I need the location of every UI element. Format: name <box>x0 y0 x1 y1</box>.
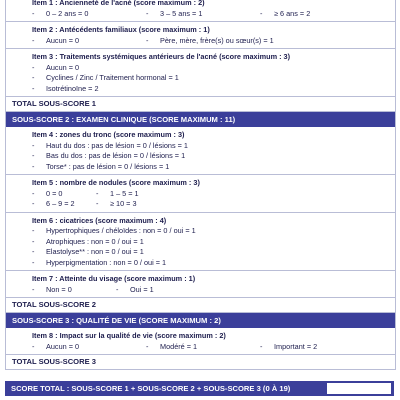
section-header-2: SOUS-SCORE 2 : EXAMEN CLINIQUE (SCORE MAXIMUM : 11) <box>6 112 395 127</box>
item-7-title: Item 7 : Atteinte du visage (score maximum : 1) <box>32 274 196 283</box>
item-2-option: - Aucun = 0 <box>32 36 146 47</box>
item-5 <box>6 175 395 213</box>
item-1-option: - 3 – 5 ans = 1 <box>146 9 260 20</box>
item-3 <box>6 49 395 97</box>
item-1-title: Item 1 : Ancienneté de l'acné (score maximum : 2) <box>32 0 205 7</box>
item-5-option: - 1 – 5 = 1 <box>96 189 210 200</box>
section-header-3: SOUS-SCORE 3 : QUALITÉ DE VIE (SCORE MAXIMUM : 2) <box>6 313 395 328</box>
item-2 <box>6 22 395 49</box>
item-4-option: - Haut du dos : pas de lésion = 0 / lésions = 1 <box>32 141 188 152</box>
item-8-option: - Modéré = 1 <box>146 342 260 353</box>
total-sous-score-3: TOTAL SOUS-SCORE 3 <box>6 355 395 370</box>
item-6 <box>6 213 395 272</box>
item-4-option: - Bas du dos : pas de lésion = 0 / lésions = 1 <box>32 151 185 162</box>
item-5-option: - ≥ 10 = 3 <box>96 199 210 210</box>
item-1-option: - 0 – 2 ans = 0 <box>32 9 146 20</box>
item-3-title: Item 3 : Traitements systémiques antérieurs de l'acné (score maximum : 3) <box>32 52 291 61</box>
item-4-title: Item 4 : zones du tronc (score maximum : 3) <box>32 130 185 139</box>
item-7-option: - Non = 0 <box>32 285 116 296</box>
item-8-title: Item 8 : Impact sur la qualité de vie (score maximum : 2) <box>32 331 226 340</box>
total-sous-score-1: TOTAL SOUS-SCORE 1 <box>6 97 395 112</box>
item-5-option: - 6 – 9 = 2 <box>32 199 96 210</box>
item-1-option: - ≥ 6 ans = 2 <box>260 9 374 20</box>
item-3-option: - Isotrétinoïne = 2 <box>32 84 99 95</box>
item-3-option: - Cyclines / Zinc / Traitement hormonal = 1 <box>32 73 179 84</box>
item-2-title: Item 2 : Antécédents familiaux (score maximum : 1) <box>32 25 210 34</box>
item-8-option: - Aucun = 0 <box>32 342 146 353</box>
item-7 <box>6 271 395 298</box>
item-6-option: - Atrophiques : non = 0 / oui = 1 <box>32 237 144 248</box>
score-total-bar <box>5 381 394 396</box>
item-8-option: - Important = 2 <box>260 342 374 353</box>
total-sous-score-2: TOTAL SOUS-SCORE 2 <box>6 298 395 313</box>
item-2-option: - Père, mère, frère(s) ou sœur(s) = 1 <box>146 36 274 47</box>
item-7-option: - Oui = 1 <box>116 285 230 296</box>
item-6-option: - Hypertrophiques / chéloïdes : non = 0 / oui = 1 <box>32 226 196 237</box>
item-6-option: - Elastolyse** : non = 0 / oui = 1 <box>32 247 144 258</box>
item-3-option: - Aucun = 0 <box>32 63 79 74</box>
score-total-field[interactable] <box>327 383 391 394</box>
score-total-label: SCORE TOTAL : SOUS-SCORE 1 + SOUS-SCORE 2 + SOUS-SCORE 3 (0 À 19) <box>11 384 291 393</box>
item-4 <box>6 127 395 175</box>
item-6-option: - Hyperpigmentation : non = 0 / oui = 1 <box>32 258 166 269</box>
item-8 <box>6 328 395 355</box>
item-5-option: - 0 = 0 <box>32 189 96 200</box>
item-4-option: - Torse* : pas de lésion = 0 / lésions = 1 <box>32 162 169 173</box>
score-table <box>5 0 396 370</box>
item-6-title: Item 6 : cicatrices (score maximum : 4) <box>32 215 167 225</box>
item-5-title: Item 5 : nombre de nodules (score maximum : 3) <box>32 178 200 187</box>
item-1 <box>6 0 395 22</box>
